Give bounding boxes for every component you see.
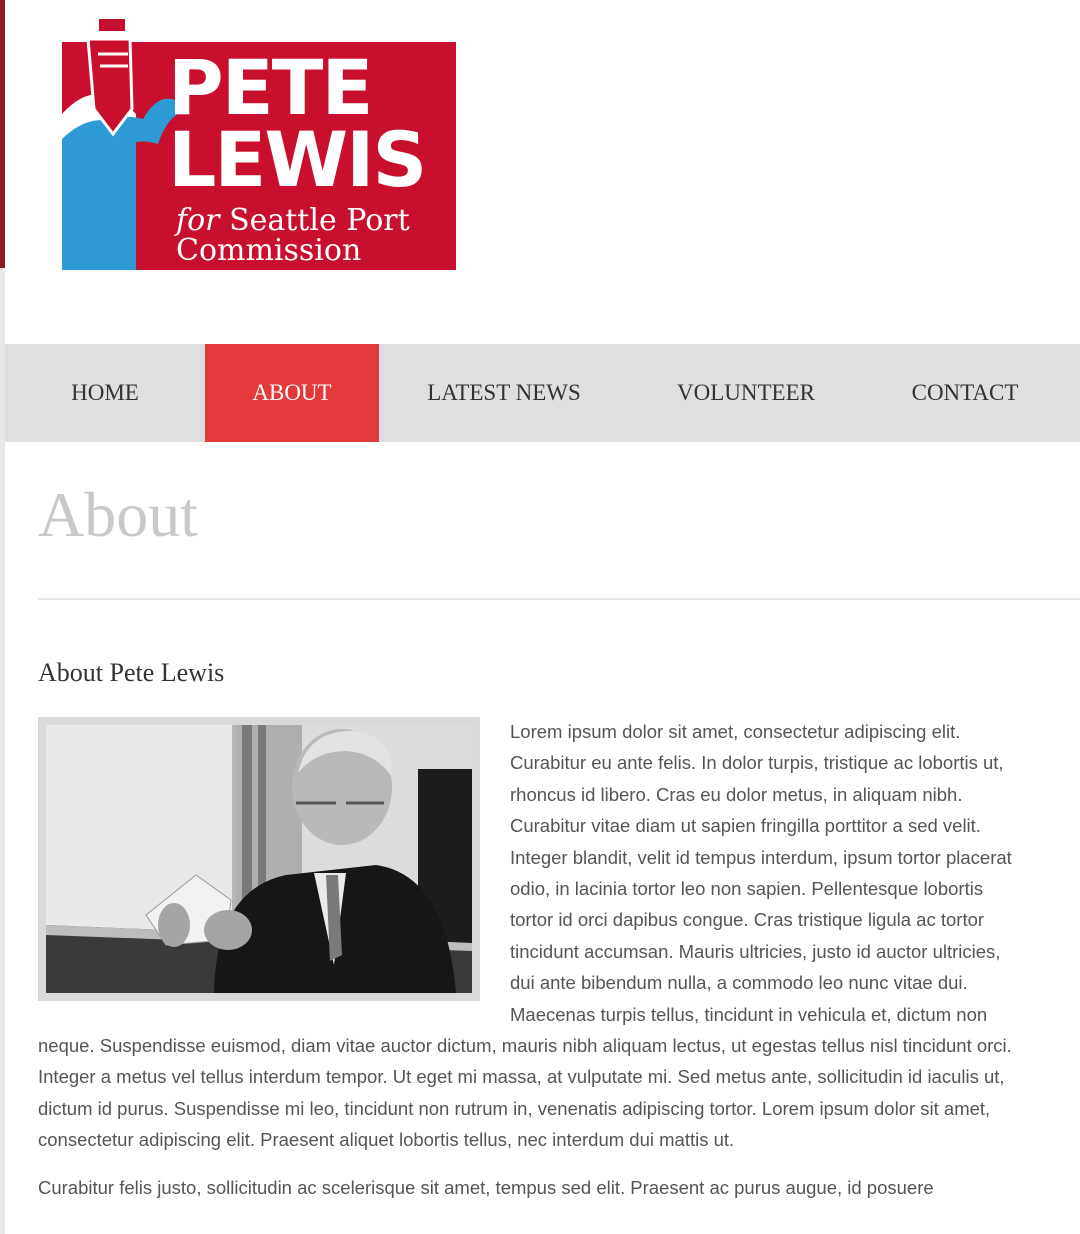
nav-item-volunteer[interactable]: VOLUNTEER <box>677 380 815 405</box>
nav-item-home[interactable]: HOME <box>71 380 139 405</box>
about-paragraph-1: Lorem ipsum dolor sit amet, consectetur adipiscing elit. Curabitur eu ante felis. In dolor turpis, tristique ac lobortis ut, rhoncus id libero. Cras eu dolor metus, in aliquam nibh. Curabitur vitae diam ut sapien fringilla porttitor a sed velit. Integer blandit, velit id tempus interdum, ipsum tortor placerat odio, in lacinia tortor leo non sapien. Pellentesque lobortis tortor id orci dapibus congue. Cras tristique ligula ac tortor tincidunt accumsan. Mauris ultricies, justo id auctor ultricies, dui ante bibendum nulla, a commodo leo nunc vitae dui. Maecenas turpis tellus, tincidunt in vehicula et, dictum non neque. Suspendisse euismod, diam vitae auctor dictum, mauris nibh aliquam lectus, ut egestas tellus nisl tincidunt orci. Integer a metus vel tellus interdum tempor. Ut eget mi massa, at vulputate mi. Sed metus ante, sollicitudin id iaculis ut, dictum id purus. Suspendisse mi leo, tincidunt non rutrum in, venenatis adipiscing tortor. Lorem ipsum dolor sit amet, consectetur adipiscing elit. Praesent aliquet lobortis tellus, nec interdum dui mattis ut. <box>38 721 1012 1151</box>
logo-tagline-line2: Commission <box>176 233 362 268</box>
main-nav <box>5 344 1080 442</box>
title-divider <box>38 598 1080 600</box>
nav-item-contact[interactable]: CONTACT <box>911 380 1019 405</box>
section-heading: About Pete Lewis <box>38 658 225 687</box>
logo-text <box>58 14 458 272</box>
about-paragraph-2: Curabitur felis justo, sollicitudin ac scelerisque sit amet, tempus sed elit. Praesent ac purus augue, id posuere <box>38 1176 934 1198</box>
page-title: About <box>38 479 198 550</box>
image-float-spacer <box>38 716 510 1016</box>
logo-name-last: LEWIS <box>168 115 426 204</box>
logo-tagline-for: for <box>176 203 220 238</box>
page-left-edge-accent <box>0 0 5 268</box>
about-body-text <box>38 716 1028 1203</box>
nav-item-about[interactable]: ABOUT <box>205 344 379 442</box>
logo-tagline <box>176 203 456 238</box>
logo-name-first: PETE <box>168 43 372 132</box>
nav-item-latest-news[interactable]: LATEST NEWS <box>427 380 581 405</box>
site-logo[interactable] <box>58 14 458 272</box>
logo-tagline-rest: Seattle Port <box>229 203 410 238</box>
